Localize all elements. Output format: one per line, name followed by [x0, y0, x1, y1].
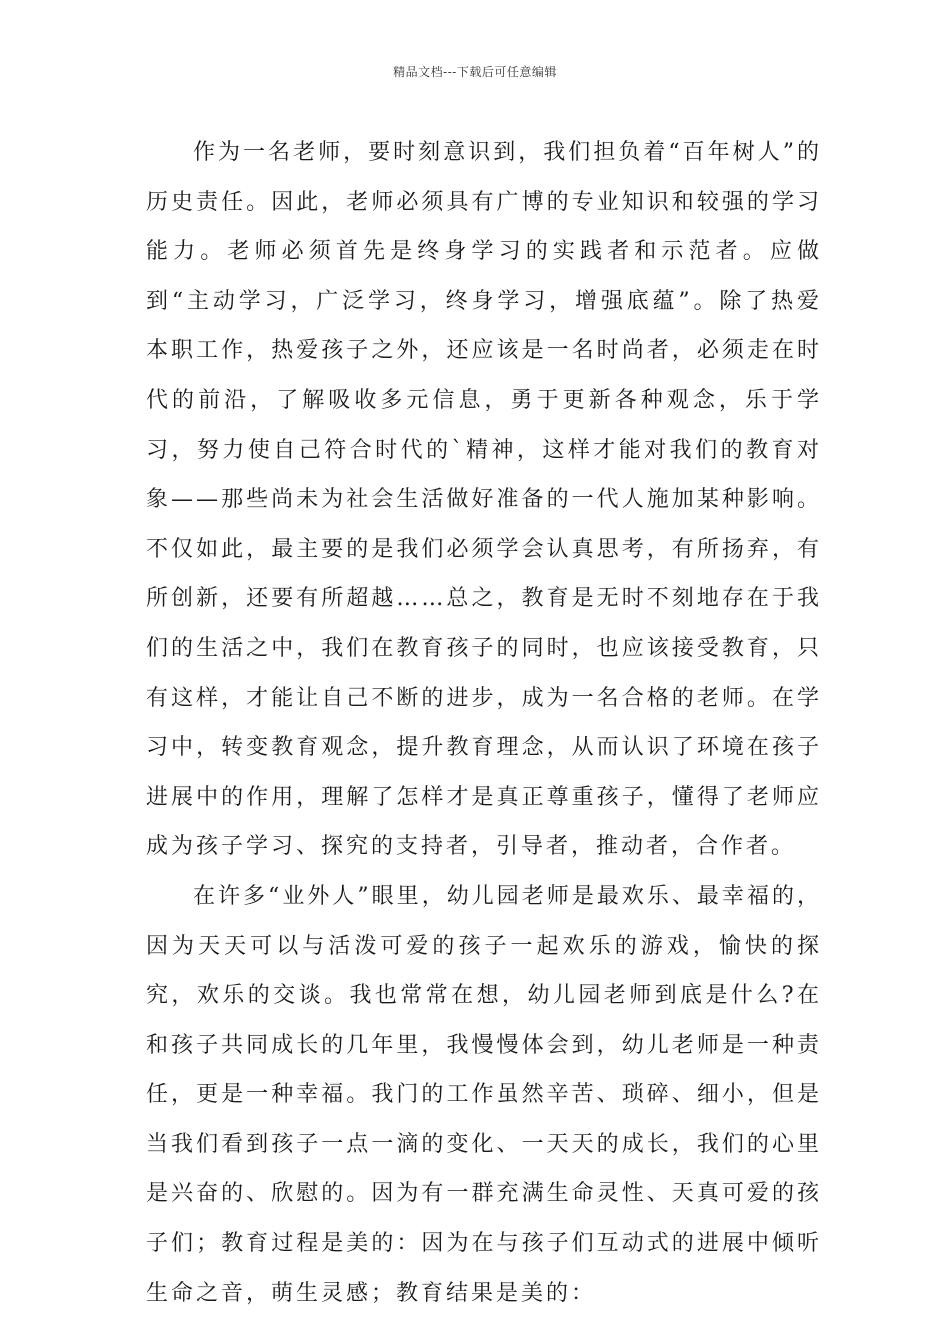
paragraph-2: 在许多“业外人”眼里，幼儿园老师是最欢乐、最幸福的，因为天天可以与活泼可爱的孩子一起欢乐的游戏，愉快的探究，欢乐的交谈。我也常常在想，幼儿园老师到底是什么?在和孩子共同成长的几年里，我慢慢体会到，幼儿老师是一种责任，更是一种幸福。我门的工作虽然辛苦、琐碎、细小，但是当我们看到孩子一点一滴的变化、一天天的成长，我们的心里是兴奋的、欣慰的。因为有一群充满生命灵性、天真可爱的孩子们；教育过程是美的：因为在与孩子们互动式的进展中倾听生命之音，萌生灵感；教育结果是美的：	[146, 883, 823, 1306]
page-header: 精品文档---下载后可任意编辑	[393, 65, 557, 79]
document-body	[146, 128, 822, 1318]
paragraph-1: 作为一名老师，要时刻意识到，我们担负着“百年树人”的历史责任。因此，老师必须具有广博的专业知识和较强的学习能力。老师必须首先是终身学习的实践者和示范者。应做到“主动学习，广泛学习，终身学习，增强底蕴”。除了热爱本职工作，热爱孩子之外，还应该是一名时尚者，必须走在时代的前沿，了解吸收多元信息，勇于更新各种观念，乐于学习，努力使自己符合时代的`精神，这样才能对我们的教育对象——那些尚未为社会生活做好准备的一代人施加某种影响。不仅如此，最主要的是我们必须学会认真思考，有所扬弃，有所创新，还要有所超越……总之，教育是无时不刻地存在于我们的生活之中，我们在教育孩子的同时，也应该接受教育，只有这样，才能让自己不断的进步，成为一名合格的老师。在学习中，转变教育观念，提升教育理念，从而认识了环境在孩子进展中的作用，理解了怎样才是真正尊重孩子，懂得了老师应成为孩子学习、探究的支持者，引导者，推动者，合作者。	[146, 140, 822, 860]
